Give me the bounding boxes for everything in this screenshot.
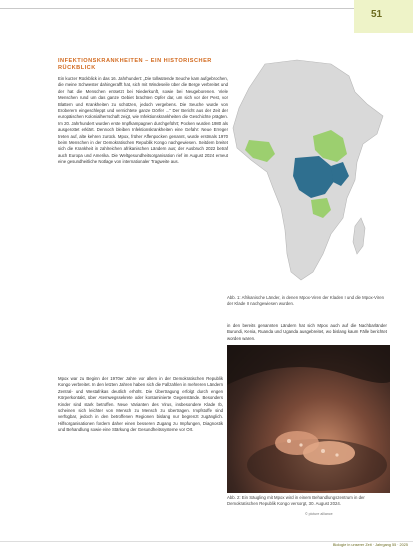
article-headline: INFEKTIONSKRANKHEITEN – EIN HISTORISCHER RÜCKBLICK bbox=[58, 58, 212, 71]
top-rule bbox=[0, 8, 354, 9]
infant-photo bbox=[227, 345, 390, 493]
page-footer: Biologie in unserer Zeit · Jahrgang 55 · 2025 bbox=[332, 543, 408, 547]
page-number-box bbox=[354, 0, 413, 33]
article-text-left: Ein kurzer Rückblick in das 16. Jahrhundert: „Die tollwütende Seuche kam aufgebrochen, die meine Schwester dahingerafft hat, sich mit Windeseile über die Berge verbreitet und der hat die Menschen entsetzt bei Niederkunft, sowie bei Neugeborenen. Viele Menschen rund um das ganze Gebiet brachten Opfer dar, um sich vor der Pest, vor Blattern und Krankheiten zu schützen, jedoch vergebens. Die Seuche wurde von Eroberern eingeschleppt und vernichtete ganze Dörfer ...“ Der Bericht aus der Zeit der europäischen Kolonialherrschaft zeigt, wie Infektionskrankheiten die Geschichte prägten. Im 20. Jahrhundert wurden erste Impfkampagnen durchgeführt; Pocken wurden 1980 als ausgerottet erklärt. Dennoch bleiben Infektionskrankheiten eine Gefahr: Neue Erreger treten auf, alte kehren zurück. Mpox, früher Affenpocken genannt, wurde erstmals 1970 beim Menschen in der Demokratischen Republik Kongo nachgewiesen. Seitdem breitet sich die Krankheit in zahlreichen afrikanischen Ländern aus; der Ausbruch 2022 betraf auch Europa und Amerika. Die Weltgesundheitsorganisation rief im August 2024 erneut eine gesundheitliche Notlage von internationaler Tragweite aus. bbox=[58, 76, 228, 165]
photo-lesion bbox=[299, 443, 302, 446]
article-text-right-top: in den bereits genannten Ländern hat sich Mpox auch auf die Nachbarländer Burundi, Kenia, Ruanda und Uganda ausgebreitet, wo bislang kaum Fälle berichtet worden waren. bbox=[227, 323, 387, 341]
africa-map bbox=[227, 58, 390, 290]
photo-cloth bbox=[227, 345, 390, 385]
article-column-left bbox=[58, 76, 228, 338]
figure-2-caption: Abb. 2: Ein Säugling mit Mpox wird in einem Behandlungszentrum in der Demokratischen Republik Kongo versorgt, 30. August 2024. bbox=[227, 495, 365, 506]
infant-photo-illustration bbox=[227, 345, 390, 493]
footer-rule bbox=[0, 541, 413, 542]
article-column-bottom bbox=[58, 376, 223, 536]
photo-lesion bbox=[321, 449, 325, 453]
photo-lesion bbox=[287, 439, 291, 443]
figure-1-caption: Abb. 1: Afrikanische Länder, in denen Mpox-Viren der Kladen I und die Mpox-Viren der Klade II nachgewiesen wurden. bbox=[227, 295, 385, 306]
article-text-bottom: Mpox war zu Beginn der 1970er Jahre vor allem in der Demokratischen Republik Kongo verbreitet. In den letzten Jahren haben sich die Fallzahlen in mehreren Ländern Zentral- und Westafrikas deutlich erhöht. Die Übertragung erfolgt durch engen Körperkontakt, über Atemwegssekrete oder kontaminierte Gegenstände. Besonders Kinder sind stark betroffen. Neue Varianten des Virus, insbesondere Klade Ib, scheinen sich leichter von Mensch zu Mensch zu übertragen. Impfstoffe sind verfügbar, jedoch in den betroffenen Regionen bislang nur begrenzt zugänglich. Hilfsorganisationen fordern daher einen besseren Zugang zu Impfungen, Diagnostik und Behandlung sowie eine Stärkung der Gesundheitssysteme vor Ort. bbox=[58, 376, 223, 433]
page-number: 51 bbox=[371, 9, 383, 20]
photo-lesion bbox=[335, 453, 338, 456]
photo-foot-right bbox=[303, 441, 355, 465]
photo-credit: © picture alliance bbox=[305, 512, 333, 516]
madagascar bbox=[353, 218, 365, 254]
